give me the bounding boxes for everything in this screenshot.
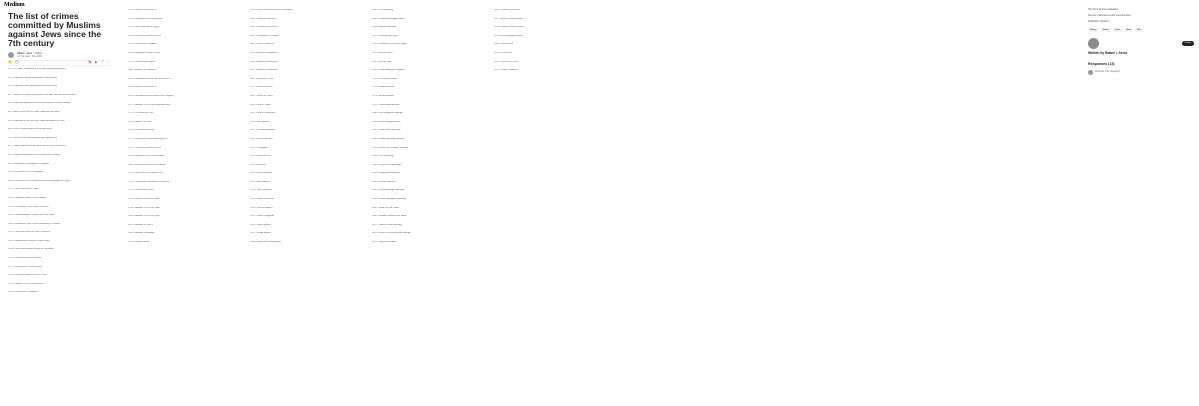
list-item: 890 - Destruction of synagogues in Baghdad [8, 162, 49, 165]
writer-profile-row [1088, 38, 1194, 49]
list-item: 1950 - Baghdad bombings [372, 26, 397, 29]
list-item: 625 - Expulsion of the Banu Nadir tribe from Medina [8, 85, 58, 88]
list-item: 1967 - Riots in Aden [372, 60, 392, 63]
list-item: 1318 - Forced conversions in Persia [128, 34, 161, 37]
list-item: 1847 - Blood libels in Lebanon [250, 34, 279, 37]
list-item: 1891 - Riots in Tripoli [250, 103, 271, 106]
list-item: 807 - Caliph Harun al-Rashid orders Jews to wear a yellow belt [8, 145, 67, 148]
writer-avatar[interactable] [1088, 38, 1099, 49]
read-time: 12 min read · Nov 2023 [17, 55, 42, 58]
timeline-column-2 [128, 9, 233, 404]
list-item: 1970 - Persecution in Syria [372, 77, 398, 80]
list-item: 1985 - Achille Lauro hijacking [372, 129, 401, 132]
list-item: 1875 - Riots in Morocco [250, 86, 273, 89]
list-item: 2015 - Hypercacher attack [372, 241, 397, 244]
timeline-column-1 [8, 68, 113, 404]
list-item: 1980 - Paris synagogue bombing [372, 112, 403, 115]
list-item: 1972 - Munich massacre [372, 86, 395, 89]
clap-icon[interactable]: 👏 [8, 60, 12, 65]
top-bar [0, 0, 1199, 9]
list-item: 2021 - Riots in Lod [494, 51, 512, 54]
action-bar [8, 60, 110, 66]
list-item: 1903 - Taza massacre [250, 120, 270, 123]
list-item: 1897 - Riots in Tripolitania [250, 112, 276, 115]
list-item: 1834 - Pillage of Safed [128, 241, 150, 244]
list-item: 1011 - Anti-Jewish riots in Fustat [8, 188, 39, 191]
list-item: 1910 - Shiraz blood libel [250, 137, 273, 140]
list-item: 1165 - Forced conversions in Yemen [8, 257, 42, 260]
list-item: 1996 - Jerusalem bus bombings [372, 163, 402, 166]
medium-logo[interactable]: Medium [4, 1, 25, 8]
list-item: 1869 - Massacre in Tunis [250, 77, 274, 80]
timeline-column-4 [372, 9, 477, 404]
list-item: 1907 - Casablanca pogrom [250, 129, 275, 132]
list-item: 1301 - Anti-Jewish laws in Egypt [128, 26, 159, 29]
responses-title: Responses (13) [1088, 62, 1115, 67]
list-item: 1805 - Massacre of Jews in Algiers [128, 215, 161, 218]
list-item: 2016 - Attacks in Jerusalem [494, 9, 520, 11]
list-item: 1107 - Forced conversion of Jews in Morocco [8, 231, 51, 234]
list-item: 850 - Caliph al-Mutawakkil decrees distinctive clothing [8, 153, 60, 156]
list-item: 1864 - Massacre in Marrakesh [250, 60, 278, 63]
list-item: 929 - Persecution of Jews in Baghdad [8, 171, 43, 174]
more-icon[interactable]: ⋯ [106, 60, 110, 65]
list-item: 1982 - Rome synagogue attack [372, 120, 401, 123]
list-item: 1438 - Establishment of the first mellah in Fez [128, 77, 171, 80]
list-item: 2020 - Vienna attack [494, 43, 514, 46]
list-item: 1967 - Riots in Tripoli [372, 51, 393, 54]
share-icon[interactable]: ⤴ [100, 60, 104, 65]
list-item: 1929 - Safed massacre [250, 180, 271, 183]
list-item: 2002 - Djerba synagogue bombing [372, 189, 404, 192]
sources-paragraph: Sources: historical records and chronicles. [1088, 15, 1132, 18]
list-item: 1400 - Massacre in Damascus [128, 69, 156, 72]
publication-note: Published in Medium [1088, 21, 1110, 24]
article-header [8, 12, 110, 66]
response-input-row[interactable] [1088, 70, 1194, 75]
article-footer-sidebar [1088, 9, 1194, 75]
list-item: 1033 - Fez massacre, over 6,000 Jews killed [8, 205, 49, 208]
list-item: 1844 - Persecution in Morocco [250, 26, 279, 29]
list-item: 1656 - Expulsion of Jews from Isfahan [128, 155, 164, 158]
list-item: 1920 - Jerusalem riots [250, 155, 271, 158]
list-item: 1949 - Damascus synagogue attack [372, 17, 405, 20]
list-item: 717 - Pact of Umar: discriminatory laws against Jews [8, 136, 58, 139]
list-item: 624 - Expulsion of Banu Qaynuqa tribe from Medina [8, 76, 57, 79]
list-item: 1066 - Granada massacre, about 4,000 Jews killed [8, 214, 55, 217]
list-item: 1936 - Arab revolt attacks [250, 198, 274, 201]
list-item: 1785 - Massacre of Jews in Tripoli [128, 198, 160, 201]
list-item: 1850 - Massacre in Barforush [250, 51, 278, 54]
list-item: 1016 - Expulsion of the Jews of Kairouan [8, 196, 47, 199]
list-item: 1994 - AMIA bombing [372, 155, 394, 158]
list-item: 1938 - Tiberias massacre [250, 206, 273, 209]
list-item: 1720 - Confiscation of property in Jerusalem [128, 180, 170, 183]
list-item: 1941 - Farhud in Baghdad [250, 215, 275, 218]
list-item: 1146 - Almohad persecutions in North Africa [8, 239, 50, 242]
writer-name[interactable]: Written by Rafael I. Seror [1088, 51, 1128, 56]
list-item: 1008 - Persecution of Jews and destruction of synagogues in Egypt [8, 179, 70, 182]
list-item: 640 - Jews of Najran deported to Iraq and Syria [8, 128, 52, 131]
comment-icon[interactable]: 💬 [14, 60, 19, 65]
list-item: 1344 - Synagogues closed in Cairo [128, 51, 161, 54]
list-item: 1815 - Massacre in Algiers [128, 223, 153, 226]
list-item: 1391 - Persecution in Algeria [128, 60, 155, 63]
author-row [8, 52, 110, 58]
list-item: 2023 - October 7 massacre [494, 69, 519, 72]
list-item: 1948 - Oujda and Jerada pogroms [250, 241, 282, 244]
list-item: 1934 - Thrace pogroms [250, 189, 272, 192]
list-item: 2002 - Passover massacre [372, 180, 396, 183]
list-item: 1333 - Persecution in Baghdad [128, 43, 157, 46]
list-item: 1956 - Expulsion of Jews from Egypt [372, 43, 407, 46]
list-item: 2019 - Halle synagogue attack [494, 34, 522, 37]
list-item: 1828 - Massacre in Baghdad [128, 232, 155, 235]
list-item: 1291 - Riots against Jews in Baghdad [128, 17, 163, 20]
list-item: 1660 - Destruction of Safed and Tiberias [128, 163, 166, 166]
list-item: 1535 - Massacre in Tunis [128, 120, 152, 123]
list-item: 2014 - Brussels Jewish Museum shooting [372, 232, 411, 235]
tag-pill[interactable]: Israel [1114, 28, 1120, 31]
response-input[interactable]: What are your thoughts? [1095, 70, 1121, 73]
list-item: 1945 - Tripoli pogrom [250, 223, 271, 226]
follow-link[interactable]: Follow [35, 52, 43, 55]
list-item: 1465 - Massacre of Jews in Fez [128, 86, 157, 89]
list-item: 1260 - Persecution in Damascus [8, 291, 38, 294]
list-item: 1947 - Aleppo pogrom [250, 232, 271, 235]
list-item: 1986 - Istanbul synagogue massacre [372, 137, 406, 140]
list-item: 2022 - Attacks in Tel Aviv [494, 60, 519, 63]
list-item: 1848 - Riots in Jerusalem [250, 43, 274, 46]
tag-pill[interactable]: Jewish [1102, 28, 1109, 31]
list-item: 2012 - Toulouse school shooting [372, 223, 402, 226]
list-item: 628 - Expedition against the Jews from Khaybar, killing and looting [8, 102, 71, 105]
list-item: 1545 - Persecution in Yemen [128, 129, 155, 132]
list-item: 2018 - Murder of Mireille Knoll [494, 26, 524, 29]
list-item: 1974 - Ma'alot massacre [372, 94, 395, 97]
article-title: The list of crimes committed by Muslims against Jews since the 7th century [8, 11, 102, 48]
tag-list [1088, 28, 1194, 32]
list-item: 629 - Attack on the tribe of Fadak, expulsion and tribute [8, 110, 60, 113]
avatar [1088, 70, 1093, 75]
list-item: 1992 - Buenos Aires embassy bombing [372, 146, 409, 149]
list-item: 2001 - Dolphinarium massacre [372, 172, 401, 175]
list-item: 1090 - Destruction of the Jewish community of Granada [8, 222, 60, 225]
list-item: 2003 - Istanbul synagogue bombings [372, 198, 406, 201]
list-item: 1882 - Attacks in Yemen [250, 94, 273, 97]
list-item: 1617 - Forced conversions in Persia [128, 146, 161, 149]
list-item: 1679 - Mawza exile of Yemenite Jews [128, 172, 164, 175]
tag-pill[interactable]: Islam [1125, 28, 1131, 31]
list-item: 1948 - Cairo bombings [372, 9, 394, 11]
list-item: 1517 - Massacre of Jews in Hebron and Safed [128, 103, 171, 106]
closing-paragraph: This list is far from exhaustive. [1088, 9, 1119, 11]
tag-pill[interactable]: History [1090, 28, 1097, 31]
list-item: 1172 - Persecution of Jews in Yemen [8, 265, 42, 268]
list-item: 634 - Expulsion of Jews from the Arabian peninsula by Umar [8, 119, 65, 122]
list-item: 627 - Massacre of Banu Qurayza tribe of Medina, 600-900 men beheaded [8, 93, 76, 96]
list-item: 1839 - Forced conversion of Jews in Mashhad [250, 9, 293, 11]
list-item: 1921 - Jaffa riots [250, 163, 266, 166]
list-item: 1867 - Massacre in Barfurush [250, 69, 278, 72]
tag-pill[interactable]: War [1136, 28, 1141, 31]
list-item: 622 - 627 Abuse, slandering of Jews from Medina and killing, ... [8, 68, 68, 70]
list-item: 1840 - Damascus blood libel [250, 17, 277, 20]
list-item: 1148 - Forced conversions in Spain by Almohads [8, 248, 54, 251]
avatar[interactable] [8, 52, 14, 58]
author-meta [17, 52, 42, 58]
list-item: 2006 - Murder of Ilan Halimi [372, 206, 399, 209]
list-item: 1492 - Expulsion and persecution in the Maghreb [128, 94, 174, 97]
timeline-column-5 [494, 9, 599, 404]
list-item: 1912 - Fez pogrom [250, 146, 268, 149]
list-item: 1523 - Persecution in Cairo [128, 112, 154, 115]
list-item: 1728 - Persecution in Tunis [128, 189, 154, 192]
author-name[interactable]: Rafael I. Seror [17, 52, 33, 55]
list-item: 1790 - Massacre of Jews in Tetuan [128, 206, 160, 209]
list-item: 2008 - Mumbai Chabad House attack [372, 215, 407, 218]
list-item: 1577 - Destruction of Safed printing press [128, 137, 167, 140]
list-item: 1276 - Massacre of Jews in Fez [128, 9, 157, 11]
list-item: 1969 - Public hangings in Baghdad [372, 69, 405, 72]
list-item: 1929 - Hebron massacre [250, 172, 273, 175]
list-item: 1952 - Persecution in Egypt [372, 34, 398, 37]
list-item: 2017 - Murder of Sarah Halimi [494, 17, 523, 20]
list-item: 1232 - Massacre of Jews in Marrakesh [8, 282, 44, 285]
play-icon[interactable]: ▶ [95, 60, 98, 65]
list-item: 1978 - Coastal Road massacre [372, 103, 400, 106]
bookmark-icon[interactable]: 🔖 [88, 60, 93, 65]
follow-button[interactable]: Follow [1182, 41, 1194, 46]
list-item: 1198 - Forced conversion of Jews in Aden [8, 274, 47, 277]
timeline-column-3 [250, 9, 355, 404]
